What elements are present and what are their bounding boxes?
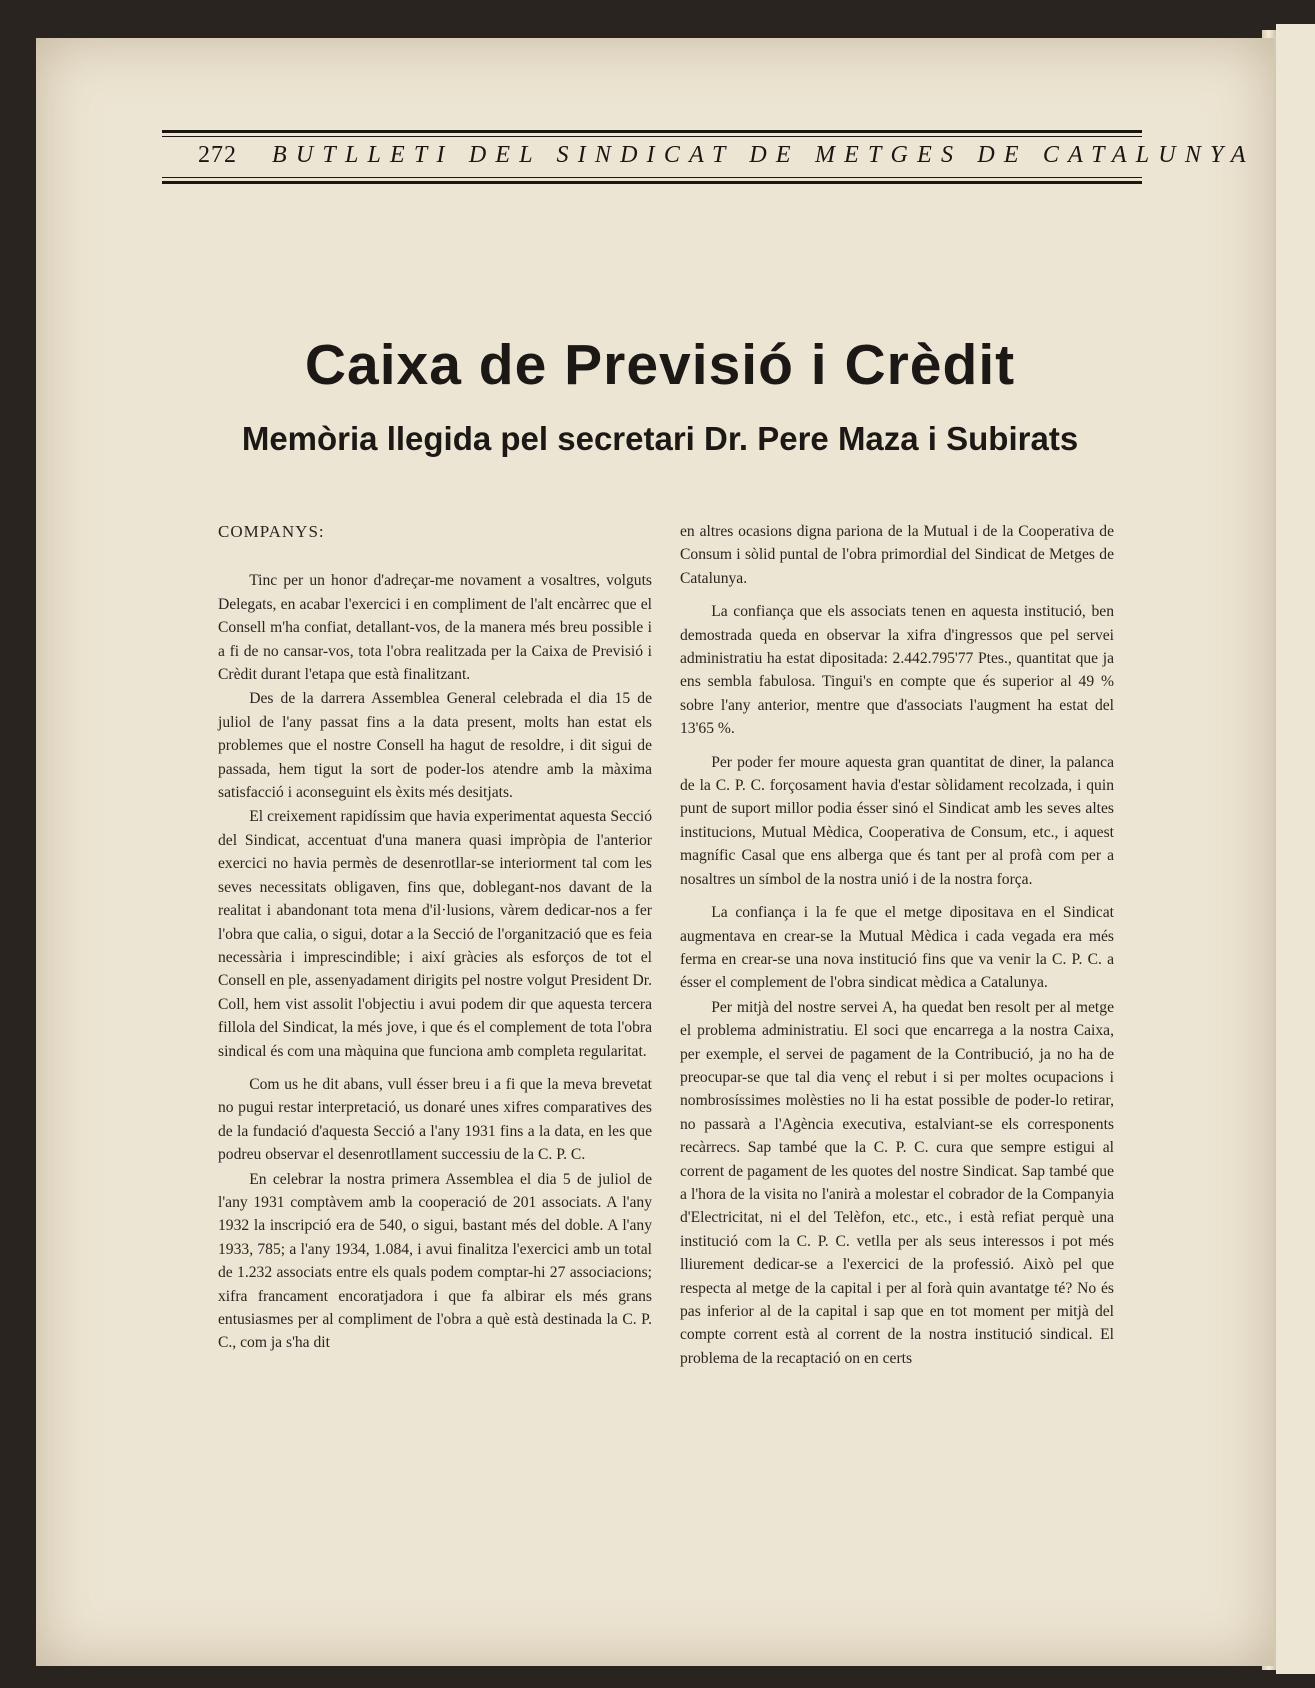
text-column-right — [680, 520, 1114, 1370]
header-rule — [162, 177, 1142, 178]
paragraph: Tinc per un honor d'adreçar-me novament a vosaltres, volguts Delegats, en acabar l'exercici i en compliment de l'alt encàrrec que el Consell m'ha confiat, detallant-vos, de la manera més breu possible i a fi de no cansar-vos, tota l'obra realitzada per la Caixa de Previsió i Crèdit durant l'etapa que està finalitzant. — [218, 572, 652, 684]
salutation: COMPANYS: — [218, 522, 325, 541]
paragraph: La confiança i la fe que el metge dipositava en el Sindicat augmentava en crear-se la Mutual Mèdica i cada vegada era més ferma en crear-se una nova institució fins que va venir la C. P. C. a ésser el complement de l'obra sindicat mèdica a Catalunya. — [680, 904, 1114, 992]
paragraph: En celebrar la nostra primera Assemblea el dia 5 de juliol de l'any 1931 comptàvem amb la cooperació de 201 associats. A l'any 1932 la inscripció era de 540, o sigui, bastant més del doble. A l'any 1933, 785; a l'any 1934, 1.084, i avui finalitza l'exercici amb un total de 1.232 associats entre els quals podem comptar-hi 27 associacions; xifra francament encoratjadora i que fa albirar els més grans entusiasmes per al compliment de l'obra a què està destinada la C. P. C., com ja s'ha dit — [218, 1170, 652, 1352]
header-rule — [162, 136, 1142, 137]
page-number: 272 — [198, 142, 237, 168]
paragraph: Per poder fer moure aquesta gran quantitat de diner, la palanca de la C. P. C. forçosament havia d'estar sòlidament recolzada, i quin punt de suport millor podia ésser sinó el Sindicat amb les seves altes institucions, Mutual Mèdica, Cooperativa de Consum, etc., i aquest magnífic Casal que ens alberga que és tant per al profà com per a nosaltres un símbol de la nostra unió i de la nostra força. — [680, 753, 1114, 888]
paragraph: La confiança que els associats tenen en aquesta institució, ben demostrada queda en observar la xifra d'ingressos que pel servei administratiu ha estat dipositada: 2.442.795'77 Ptes., quantitat que ja ens sembla fabulosa. Tingui's en compte que és superior al 49 % sobre l'any anterior, mentre que d'associats l'augment ha estat del 13'65 %. — [680, 603, 1114, 738]
header-rule — [162, 130, 1142, 133]
journal-title: BUTLLETI DEL SINDICAT DE METGES DE CATALUNYA — [272, 142, 1255, 168]
running-header — [162, 130, 1255, 188]
article-subtitle: Memòria llegida pel secretari Dr. Pere Maza i Subirats — [241, 420, 1079, 457]
paragraph: Des de la darrera Assemblea General celebrada el dia 15 de juliol de l'any passat fins a la data present, molts han estat els problemes que el nostre Consell ha hagut de resoldre, i dit sigui de passada, hem tigut la sort de poder-los atendre amb la màxima satisfacció i aconseguint els èxits més desitjats. — [218, 690, 652, 802]
paragraph: en altres ocasions digna pariona de la Mutual i de la Cooperativa de Consum i sòlid puntal de l'obra primordial del Sindicat de Metges de Catalunya. — [680, 523, 1114, 587]
text-column-left — [218, 520, 652, 1355]
paragraph: Com us he dit abans, vull ésser breu i a fi que la meva brevetat no pugui restar interpretació, us donaré unes xifres comparatives des de la fundació d'aquesta Secció a l'any 1931 fins a la data, en les que podreu observar el desenrotllament successiu de la C. P. C. — [218, 1075, 652, 1164]
adjacent-page-edge — [1276, 24, 1315, 1674]
paragraph: El creixement rapidíssim que havia experimentat aquesta Secció del Sindicat, accentuat d'una manera quasi impròpia de l'anterior exercici no havia permès de desenrotllar-se interiorment tal com les seves necessitats obligaven, fins que, doblegant-nos davant de la realitat i abandonant tota mena d'il·lusions, vàrem dedicar-nos a fer l'obra que calia, o sigui, dotar a la Secció de l'organització que es feia necessària i imprescindible; i així gràcies als esforços de tot el Consell en ple, assenyadament dirigits pel nostre volgut President Dr. Coll, hem vist assolit l'objectiu i avui podem dir que aquesta tercera fillola del Sindicat, la més jove, i que és el complement de tota l'obra sindical és com una màquina que funciona amb completa regularitat. — [218, 808, 652, 1060]
header-rule — [162, 181, 1142, 184]
article-title: Caixa de Previsió i Crèdit — [304, 333, 1016, 397]
paragraph: Per mitjà del nostre servei A, ha quedat ben resolt per al metge el problema administratiu. El soci que encarrega a la nostra Caixa, per exemple, el servei de pagament de la Contribució, ja no ha de preocupar-se que tal dia venç el rebut i si per moltes ocupacions i nombrosíssimes molèsties no li ha estat possible de poder-lo retirar, no passarà a l'Agència executiva, estalviant-se els corresponents recàrrecs. Sap també que la C. P. C. cura que sempre estigui al corrent de pagament de les quotes del nostre Sindicat. Sap també que a l'hora de la visita no l'anirà a molestar el cobrador de la Companyia d'Electricitat, ni el del Telèfon, etc., etc., i està refiat perquè una institució com la C. P. C. vetlla per als seus interessos i pot més lliurement dedicar-se a l'exercici de la professió. Això pel que respecta al metge de la capital i per al forà quin avantatge té? No és pas inferior al de la capital i sap que en tot moment per mitjà del compte corrent està al corrent de la nostra institució sindical. El problema de la recaptació on en certs — [680, 998, 1114, 1367]
